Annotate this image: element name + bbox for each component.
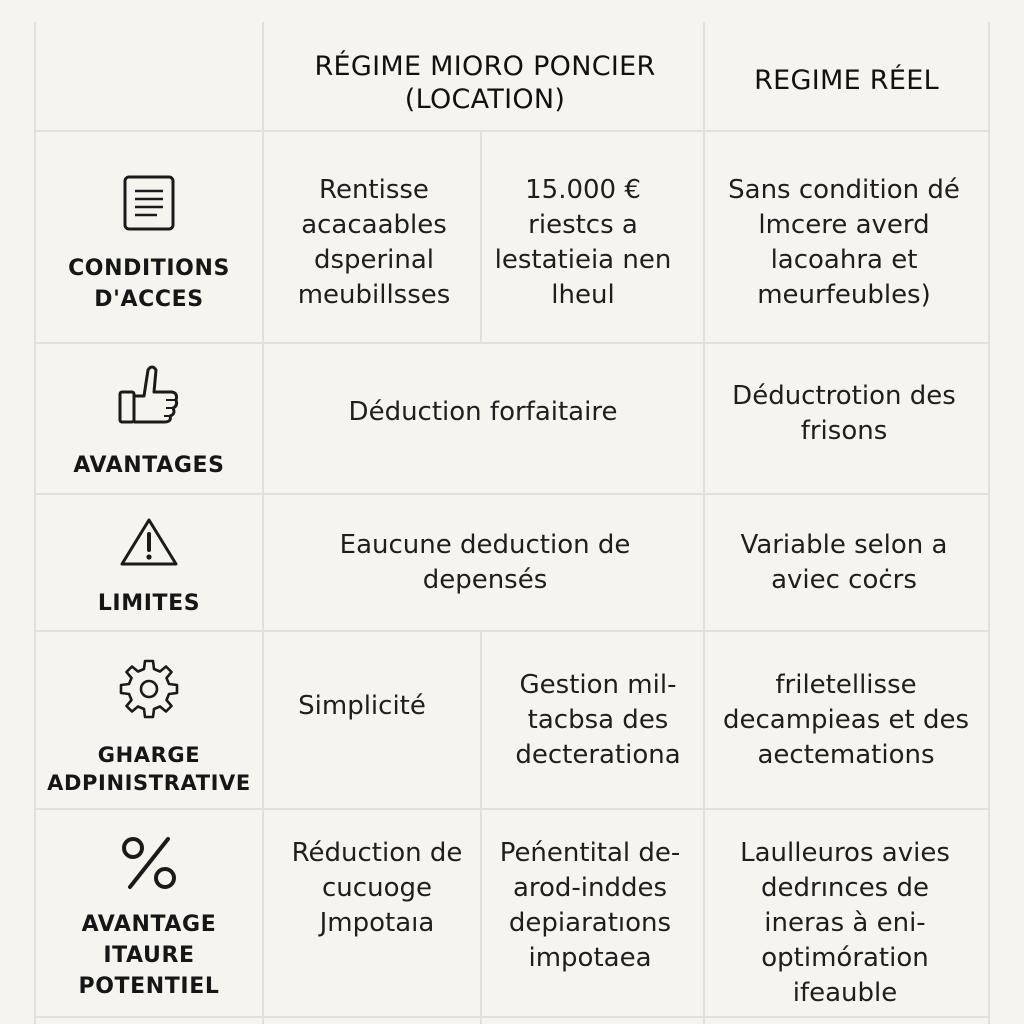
cell-text: Peńentital de-arod-inddes depiaratıons impotaea [499, 838, 681, 973]
row-label-avantages [36, 356, 262, 486]
cell-text: Déduction forfaitaire [348, 396, 618, 427]
limites-micro [290, 525, 680, 601]
column-divider [988, 22, 990, 1024]
cell-text: Rentisse acacaables dsperinal meubillsses [297, 175, 451, 310]
cell-text: friletellisse decampieas et des aectemations [722, 669, 970, 770]
percent-icon [120, 835, 178, 891]
row-divider [34, 130, 990, 132]
avantages-micro [270, 380, 696, 444]
conditions-reel [718, 168, 970, 318]
charge-reel [714, 664, 978, 776]
warning-icon [118, 516, 180, 568]
gear-icon [117, 657, 181, 721]
row-divider [34, 1016, 990, 1018]
row-label-charge-text [47, 741, 251, 797]
label-line: GHARGE [97, 743, 201, 767]
conditions-micro-b [490, 168, 676, 318]
cell-text: 15.000 € riestcs a lestatieia nen lheul [494, 175, 672, 310]
column-divider [480, 630, 482, 1024]
row-label-charge [36, 652, 262, 802]
cell-text: Variable selon a aviec coċrs [740, 530, 948, 595]
label-line: AVANTAGE [81, 911, 217, 937]
cell-text: Laulleuros avies dedrınces de ineras à eni-optimóration ifeauble [740, 838, 950, 1008]
header-regime-reel [705, 40, 988, 120]
row-divider [34, 630, 990, 632]
cell-text: Réduction de cucuoge Jmpotaıa [291, 838, 463, 938]
label-line: D'ACCES [94, 287, 204, 312]
row-divider [34, 342, 990, 344]
label-line: POTENTIEL [78, 973, 220, 999]
row-divider [34, 493, 990, 495]
limites-reel [718, 525, 970, 601]
row-label-limites-text [98, 588, 200, 619]
column-divider [480, 130, 482, 344]
row-label-avantages-text [73, 450, 224, 481]
row-label-limites [36, 510, 262, 625]
charge-micro-a [276, 684, 448, 728]
cell-text: Simplicité [298, 690, 426, 721]
label-line: AVANTAGES [73, 452, 225, 478]
row-label-avantage-potentiel-text [79, 909, 220, 1002]
cell-text: Eaucune deduction de depensés [339, 530, 631, 595]
row-label-avantage-potentiel [36, 828, 262, 1008]
label-line: ITAURE [103, 942, 195, 968]
label-line: CONDITIONS [68, 256, 230, 281]
row-divider [34, 808, 990, 810]
document-icon [123, 175, 175, 231]
conditions-micro-a [278, 168, 470, 318]
label-line: LIMITES [97, 591, 201, 616]
row-label-conditions-text [68, 253, 230, 315]
cell-text: Sans condition dé lmcere averd lacoahra et meurfeubles) [728, 175, 960, 310]
thumbs-up-icon [116, 362, 182, 428]
header-micro-foncier [270, 40, 700, 126]
avantages-reel [718, 376, 970, 452]
row-label-conditions [36, 170, 262, 320]
column-divider [262, 22, 264, 1024]
header-micro-foncier-text: RÉGIME MIORO PONCIER (LOCATION) [314, 51, 656, 115]
potentiel-reel [718, 836, 972, 1016]
header-regime-reel-text: REGIME RÉEL [754, 64, 939, 96]
label-line: ADPINISTRATIVE [47, 771, 251, 795]
potentiel-micro-a [280, 836, 474, 946]
column-divider [703, 22, 705, 1024]
potentiel-micro-b [492, 836, 688, 986]
cell-text: Gestion mil-tacbsa des decterationa [515, 669, 681, 770]
cell-text: Déductrotion des frisons [732, 381, 956, 446]
charge-micro-b [500, 664, 696, 776]
